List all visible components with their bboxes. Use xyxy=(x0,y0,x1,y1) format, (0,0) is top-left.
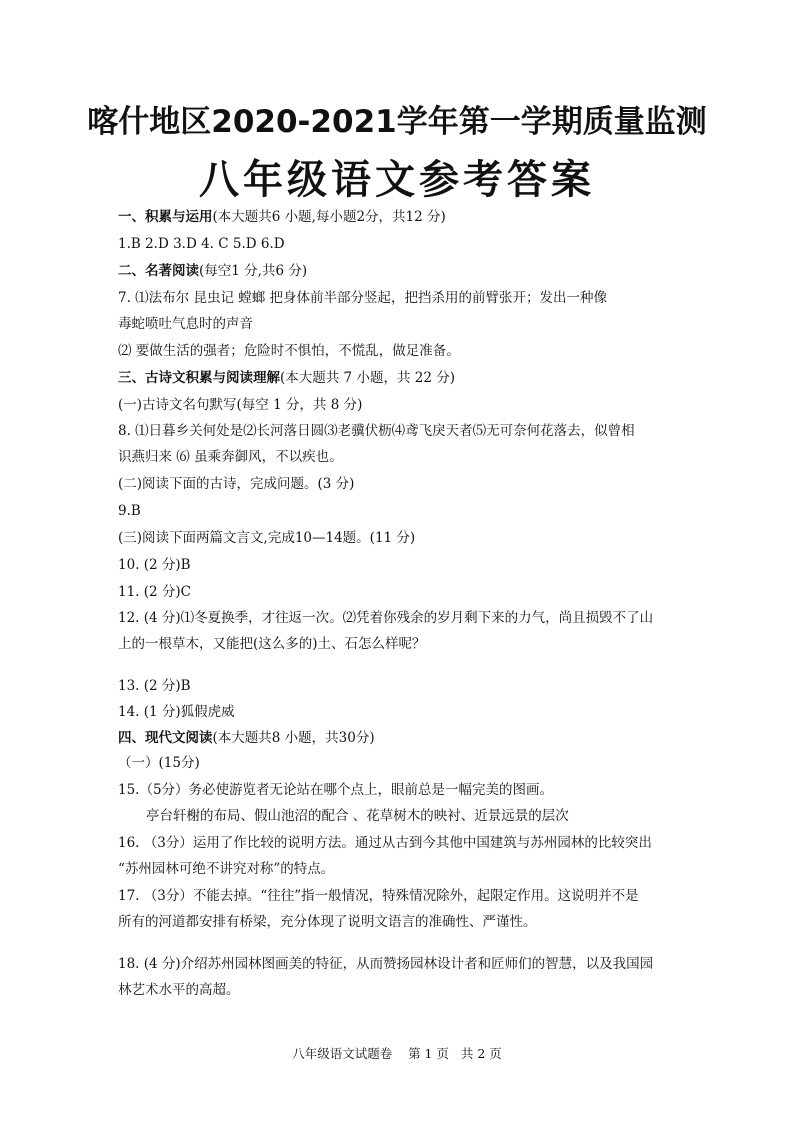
section-note: (每空1 分,共6 分) xyxy=(199,263,308,279)
section-1-answers: 1.B 2.D 3.D 4. C 5.D 6.D xyxy=(118,236,285,252)
section-heading: 四、现代文阅读 xyxy=(118,730,213,746)
section-heading: 三、古诗文积累与阅读理解 xyxy=(118,370,280,386)
section-heading: 一、积累与运用 xyxy=(118,209,213,225)
subsection-heading: (三)阅读下面两篇文言文,完成10—14题。(11 分) xyxy=(118,530,416,546)
answer-line: 15.（5分）务必使游览者无论站在哪个点上，眼前总是一幅完美的图画。 xyxy=(118,782,554,798)
section-heading: 二、名著阅读 xyxy=(118,263,199,279)
answer-key-title: 八年级语文参考答案 xyxy=(199,157,595,203)
answer-line: 亭台轩榭的布局、假山池沼的配合 、花草树木的映衬、近景远景的层次 xyxy=(146,808,569,824)
answer-line: “苏州园林可绝不讲究对称”的特点。 xyxy=(118,861,335,877)
section-1-heading-line xyxy=(118,208,684,226)
answer-line: 18. (4 分)介绍苏州园林图画美的特征，从而赞扬园林设计者和匠师们的智慧，以及我国园 xyxy=(118,956,654,972)
answer-line: 13. (2 分)B xyxy=(118,678,191,694)
section-2-heading-line xyxy=(118,262,684,280)
answer-line: 11. (2 分)C xyxy=(118,584,192,600)
section-note: (本大题共6 小题,每小题2分，共12 分) xyxy=(212,209,446,225)
answer-line: 所有的河道都安排有桥梁，充分体现了说明文语言的准确性、严谨性。 xyxy=(118,914,537,930)
answer-line: 林艺术水平的高超。 xyxy=(118,982,240,998)
subsection-heading: (一)古诗文名句默写(每空 1 分，共 8 分) xyxy=(118,397,363,413)
answer-line: 9.B xyxy=(118,503,141,519)
answer-line: 上的一根草木，又能把(这么多的)土、石怎么样呢？ xyxy=(118,636,426,652)
answer-line: 识燕归来 ⑹ 虽乘奔御风，不以疾也。 xyxy=(118,449,343,465)
answer-line: 12. (4 分)⑴冬夏换季，才往返一次。⑵凭着你残余的岁月剩下来的力气，尚且损毁不了山 xyxy=(118,610,654,626)
answer-line: 14. (1 分)狐假虎威 xyxy=(118,704,235,720)
page-footer: 八年级语文试题卷 第 1 页 共 2 页 xyxy=(292,1046,502,1061)
answer-line: 毒蛇喷吐气息时的声音 xyxy=(118,316,253,332)
answer-line: 16. （3分）运用了作比较的说明方法。通过从古到今其他中国建筑与苏州园林的比较突出 xyxy=(118,835,652,851)
section-note: (本大题共 7 小题，共 22 分) xyxy=(280,370,455,386)
answer-line: 7. ⑴法布尔 昆虫记 螳螂 把身体前半部分竖起，把挡杀用的前臂张开；发出一种像 xyxy=(118,290,608,306)
exam-title: 喀什地区2020-2021学年第一学期质量监测 xyxy=(87,104,707,140)
section-3-heading-line xyxy=(118,369,684,387)
subsection-heading: （一）(15分) xyxy=(118,755,200,771)
answer-line: 10. (2 分)B xyxy=(118,557,191,573)
answer-line: ⑵ 要做生活的强者；危险时不惧怕，不慌乱，做足准备。 xyxy=(118,343,460,359)
section-4-heading-line xyxy=(118,729,684,747)
answer-line: 17. （3分）不能去掉。“往往”指一般情况，特殊情况除外，起限定作用。这说明并不是 xyxy=(118,888,639,904)
answer-line: 8. ⑴日暮乡关何处是⑵长河落日圆⑶老骥伏枥⑷鸢飞戾天者⑸无可奈何花落去，似曾相 xyxy=(118,423,635,439)
subsection-heading: (二)阅读下面的古诗，完成问题。(3 分) xyxy=(118,476,355,492)
section-note: (本大题共8 小题，共30分) xyxy=(212,730,375,746)
